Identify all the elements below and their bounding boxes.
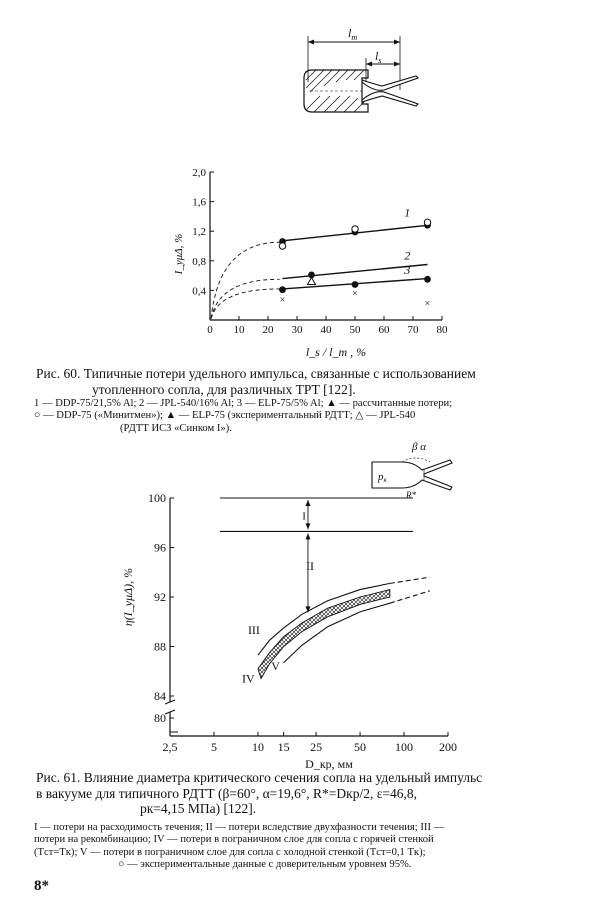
ls-label: $l_s$: [375, 49, 382, 65]
triangle-point: [308, 278, 316, 285]
fig61-caption-line2: в вакууме для типичного РДТТ (β=60°, α=19,6°, R*=Dкр/2, ε=46,8,: [36, 785, 418, 801]
x-tick-label: 0: [207, 324, 213, 336]
region-label-II: II: [305, 558, 314, 573]
curve-label-2: 2: [404, 248, 411, 263]
x-tick-label: 25: [310, 740, 323, 754]
x-tick-label: 20: [262, 324, 274, 336]
y-tick-label: 2,0: [192, 167, 206, 179]
nozzle-upper: [362, 76, 418, 90]
fig61-legend-row1: I — потери на расходимость течения; II — потери вследствие двухфазности течения; III —: [34, 822, 445, 833]
region-label-V: V: [271, 659, 280, 674]
y-tick-label: 1,6: [192, 196, 206, 209]
fig61-caption-line1: Рис. 61. Влияние диаметра критического сечения сопла на удельный импульс: [36, 770, 483, 785]
x-tick-label: 100: [395, 740, 414, 754]
x-tick-label: 80: [436, 324, 448, 336]
nozzle-lower: [362, 92, 418, 106]
page-number: 8*: [34, 878, 49, 894]
fig60-caption-line2: утопленного сопла, для различных ТРТ [122].: [92, 381, 356, 397]
x-tick-label: 60: [378, 324, 390, 336]
open-point: [279, 243, 285, 249]
theory-curve-3: [211, 289, 279, 319]
fig60-legend-row3: (РДТТ ИСЗ «Синком I»).: [120, 422, 232, 434]
x-tick-label: 2,5: [162, 740, 178, 754]
y-tick-label: 84: [154, 689, 166, 703]
theory-curve-1: [211, 242, 279, 318]
lm-label: $l_m$: [348, 26, 358, 42]
y-tick-label: 88: [154, 639, 166, 654]
x-tick-label: 10: [233, 324, 245, 336]
x-tick-label: 200: [439, 740, 457, 754]
fig60-caption: [36, 366, 566, 397]
y-tick-label: 96: [154, 540, 166, 555]
x-axis-label: l_s / l_m , %: [305, 345, 367, 358]
y-tick-label: 0,8: [192, 255, 206, 268]
fig60-legend: [34, 398, 570, 435]
fig61-caption-line3: pк=4,15 МПа) [122].: [140, 801, 257, 816]
y-tick-label: 0,4: [192, 285, 206, 298]
fig61-legend-row4: ○ — экспериментальные данные с доверительным уровнем 95%.: [118, 859, 412, 871]
fig61-legend-row2: потери на рекомбинацию; IV — потери в пограничном слое для сопла с горячей стенкой: [34, 834, 434, 846]
x-tick-label: 40: [320, 324, 332, 336]
fig61-legend: [34, 822, 570, 872]
fig61-legend-row3: (Tст=Tк); V — потери в пограничном слое для сопла с холодной стенкой (Tст=0,1 Tк);: [34, 846, 426, 858]
y-tick-label: 1,2: [192, 226, 206, 239]
x-tick-label: 5: [210, 740, 217, 754]
fig60-chart: [170, 158, 460, 358]
beta-alpha-label: β α: [412, 441, 427, 453]
y-tick-label: 80: [154, 711, 166, 725]
y-axis-label: I_yμΔ, %: [173, 233, 185, 275]
curve-label-1: 1: [404, 205, 411, 220]
x-tick-label: 50: [354, 740, 367, 754]
y-axis-label: η(I_yμΔ), %: [121, 567, 135, 627]
cross-point: ×: [424, 298, 431, 310]
open-point: [352, 226, 358, 232]
y-tick-label: 100: [148, 492, 166, 505]
nozzle-outline: [372, 460, 452, 490]
filled-point: [424, 276, 431, 283]
filled-point: [279, 286, 286, 293]
cross-point: ×: [352, 288, 358, 300]
y-tick-label: 92: [154, 590, 166, 604]
x-axis-label: D_кр, мм: [305, 757, 353, 770]
open-point: [424, 219, 430, 225]
fig60-legend-row2: ○ — DDP-75 («Минитмен»); ▲ — ELP-75 (экспериментальный РДТТ; △ — JPL-540: [34, 410, 416, 422]
x-tick-label: 70: [407, 324, 419, 336]
curve-upper-tail: [390, 577, 430, 583]
region-label-III: III: [247, 623, 260, 638]
fig61-caption: [36, 770, 566, 817]
pk-label: pк: [378, 471, 387, 484]
x-tick-label: 50: [349, 324, 361, 336]
curve-lower-tail: [390, 591, 430, 603]
theory-curve-2: [211, 279, 279, 318]
fig60-caption-line1: Рис. 60. Типичные потери удельного импульса, связанные с использованием: [36, 366, 476, 381]
region-label-IV: IV: [242, 671, 255, 686]
cross-point: ×: [279, 295, 286, 307]
fig60-legend-row1: 1 — DDP-75/21,5% Al; 2 — JPL-540/16% Al; 3 — ELP-75/5% Al; ▲ — рассчитанные потери;: [34, 398, 453, 409]
x-tick-label: 30: [291, 324, 303, 336]
x-tick-label: 10: [251, 740, 264, 754]
radius-label: R*: [406, 490, 416, 500]
region-label-I: I: [302, 510, 306, 523]
x-tick-label: 15: [277, 740, 290, 754]
fig60-nozzle-diagram: [290, 20, 440, 120]
curve-label-3: 3: [404, 263, 411, 278]
filled-point: [352, 281, 359, 288]
fig61-chart: [118, 492, 458, 770]
